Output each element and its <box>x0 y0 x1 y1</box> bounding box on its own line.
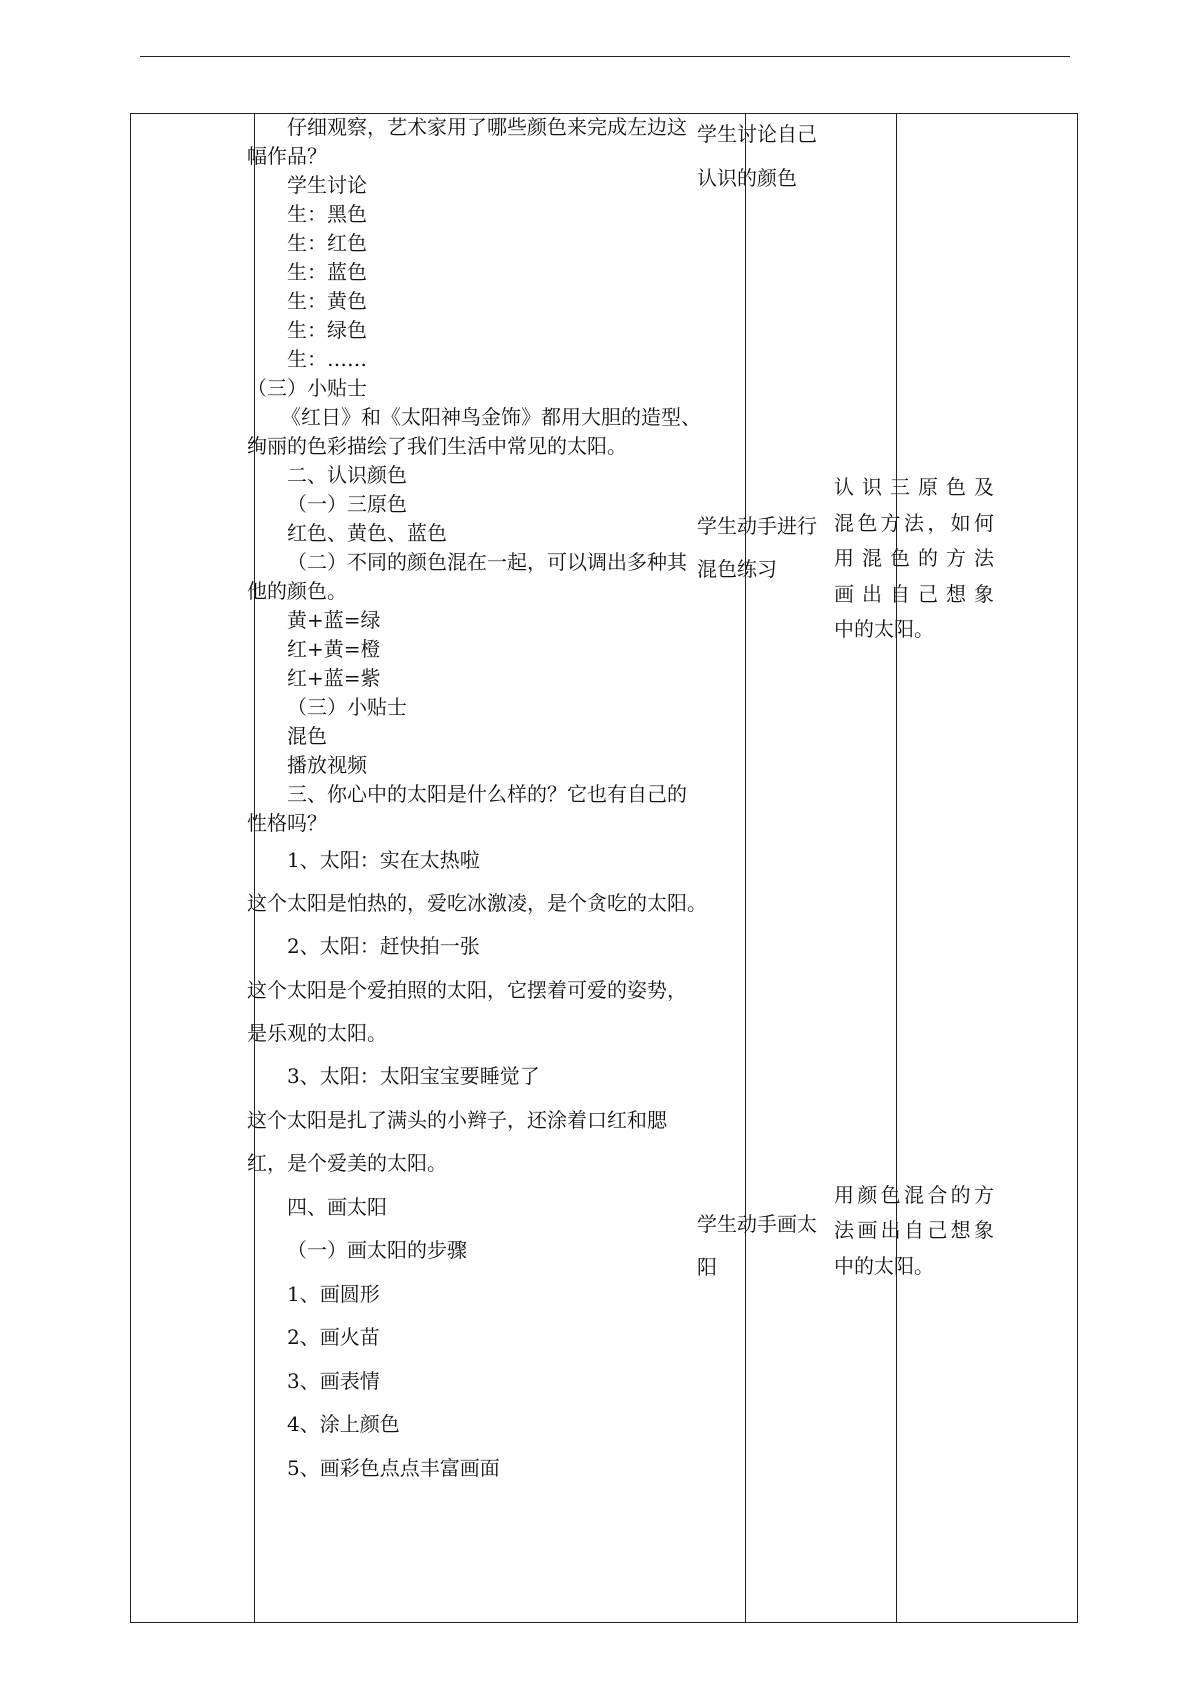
text-line: 学生动手画太 <box>697 1212 817 1236</box>
header-rule <box>140 56 1070 57</box>
section-heading: （二）不同的颜色混在一起，可以调出多种其 <box>287 550 687 574</box>
text-line: 是乐观的太阳。 <box>247 1021 387 1045</box>
text-line: 生：蓝色 <box>287 260 367 284</box>
text-line: 幅作品？ <box>247 144 327 168</box>
column-divider-2 <box>745 114 746 1622</box>
text-line: 画出自己想象 <box>834 582 994 606</box>
text-line: 用颜色混合的方 <box>834 1183 994 1207</box>
text-line: 用混色的方法 <box>834 546 994 570</box>
text-line: 《红日》和《太阳神鸟金饰》都用大胆的造型、 <box>281 405 701 429</box>
text-line: 仔细观察，艺术家用了哪些颜色来完成左边这 <box>287 115 687 139</box>
column-divider-3 <box>896 114 897 1622</box>
text-line: 混色 <box>287 724 327 748</box>
column-divider-1 <box>254 114 255 1622</box>
text-line: 混色方法，如何 <box>834 511 994 535</box>
section-heading: 二、认识颜色 <box>287 463 407 487</box>
text-line: 中的太阳。 <box>834 617 934 641</box>
text-line: 1、画圆形 <box>287 1282 380 1306</box>
section-heading: 四、画太阳 <box>287 1195 387 1219</box>
text-line: 3、太阳：太阳宝宝要睡觉了 <box>287 1064 540 1088</box>
text-line: 2、画火苗 <box>287 1325 380 1349</box>
text-line: 4、涂上颜色 <box>287 1412 400 1436</box>
text-line: 阳 <box>697 1255 717 1279</box>
text-line: 播放视频 <box>287 753 367 777</box>
section-heading: （一）画太阳的步骤 <box>287 1238 467 1262</box>
text-line: 红，是个爱美的太阳。 <box>247 1151 447 1175</box>
section-heading: （一）三原色 <box>287 492 407 516</box>
text-line: 绚丽的色彩描绘了我们生活中常见的太阳。 <box>247 434 627 458</box>
text-line: 这个太阳是扎了满头的小辫子，还涂着口红和腮 <box>247 1108 667 1132</box>
text-line: 学生讨论 <box>287 173 367 197</box>
text-line: 这个太阳是怕热的，爱吃冰激凌，是个贪吃的太阳。 <box>247 891 707 915</box>
text-line: 学生动手进行 <box>697 514 817 538</box>
text-line: 5、画彩色点点丰富画面 <box>287 1456 500 1480</box>
text-line: 红色、黄色、蓝色 <box>287 521 447 545</box>
text-line: 法画出自己想象 <box>834 1218 994 1242</box>
text-line: 他的颜色。 <box>247 579 347 603</box>
section-heading: （三）小贴士 <box>287 695 407 719</box>
text-line: 红+蓝=紫 <box>287 666 381 690</box>
text-line: 生：黑色 <box>287 202 367 226</box>
text-line: 生：绿色 <box>287 318 367 342</box>
text-line: 1、太阳：实在太热啦 <box>287 848 480 872</box>
text-line: 认识的颜色 <box>697 166 797 190</box>
text-line: 3、画表情 <box>287 1369 380 1393</box>
text-line: 这个太阳是个爱拍照的太阳，它摆着可爱的姿势， <box>247 978 687 1002</box>
text-line: 性格吗？ <box>247 811 327 835</box>
section-heading: （三）小贴士 <box>247 376 367 400</box>
text-line: 2、太阳：赶快拍一张 <box>287 934 480 958</box>
lesson-table <box>130 113 1078 1623</box>
text-line: 生：…… <box>287 347 367 371</box>
text-line: 红+黄=橙 <box>287 637 381 661</box>
section-heading: 三、你心中的太阳是什么样的？它也有自己的 <box>287 782 687 806</box>
text-line: 混色练习 <box>697 557 777 581</box>
text-line: 认识三原色及 <box>834 475 994 499</box>
text-line: 学生讨论自己 <box>697 122 817 146</box>
text-line: 黄+蓝=绿 <box>287 608 381 632</box>
text-line: 生：红色 <box>287 231 367 255</box>
text-line: 中的太阳。 <box>834 1254 934 1278</box>
text-line: 生：黄色 <box>287 289 367 313</box>
